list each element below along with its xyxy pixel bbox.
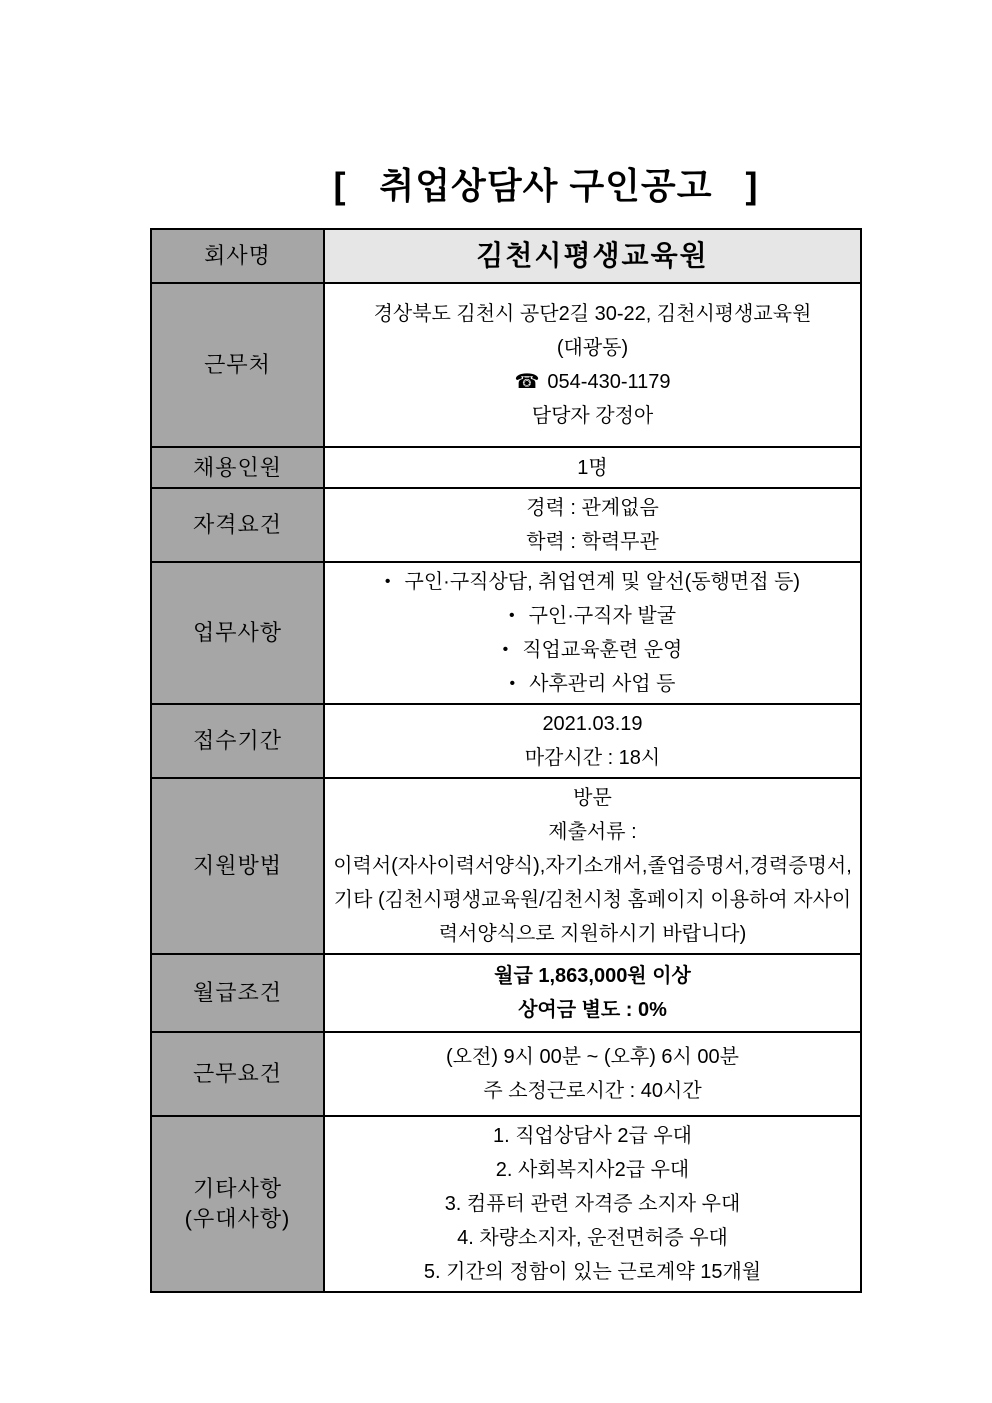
duties-value-cell xyxy=(324,562,861,704)
qualifications-row xyxy=(151,488,861,562)
duty-item-text: 직업교육훈련 운영 xyxy=(522,639,683,661)
etc-label-line2: (우대사항) xyxy=(184,1206,291,1231)
etc-preferences-value-cell xyxy=(324,1116,861,1292)
headcount-row xyxy=(151,447,861,488)
working-hours: (오전) 9시 00분 ~ (오후) 6시 00분 xyxy=(446,1046,739,1068)
duties-label-cell: 업무사항 xyxy=(151,562,324,704)
telephone-icon: ☎ xyxy=(514,371,540,393)
etc-preferences-label-cell xyxy=(151,1116,324,1292)
preference-item: 4. 차량소지자, 운전면허증 우대 xyxy=(457,1227,728,1249)
preference-item: 5. 기간의 정함이 있는 근로계약 15개월 xyxy=(423,1261,762,1283)
qualification-education: 학력 : 학력무관 xyxy=(526,531,659,553)
company-name-value: 김천시평생교육원 xyxy=(324,229,861,283)
preference-item: 2. 사회복지사2급 우대 xyxy=(495,1159,690,1181)
workplace-address-line2: (대광동) xyxy=(556,337,629,359)
weekly-working-hours: 주 소정근로시간 : 40시간 xyxy=(483,1080,702,1102)
duty-item xyxy=(331,667,854,701)
workplace-row xyxy=(151,283,861,447)
workplace-phone-line xyxy=(331,365,854,399)
application-period-value-cell xyxy=(324,704,861,778)
salary-label-cell: 월급조건 xyxy=(151,954,324,1032)
company-label-cell: 회사명 xyxy=(151,229,324,283)
preference-item: 3. 컴퓨터 관련 자격증 소지자 우대 xyxy=(444,1193,741,1215)
job-posting-table xyxy=(150,228,862,1293)
apply-docs-heading: 제출서류 : xyxy=(548,821,637,843)
salary-row xyxy=(151,954,861,1032)
duty-item xyxy=(331,599,854,633)
headcount-value: 1명 xyxy=(324,447,861,488)
preference-item: 1. 직업상담사 2급 우대 xyxy=(492,1125,693,1147)
apply-method: 방문 xyxy=(573,787,612,809)
duty-item-text: 구인·구직자 발굴 xyxy=(528,605,677,627)
salary-bonus: 상여금 별도 : 0% xyxy=(518,999,667,1021)
bullet-icon: • xyxy=(509,675,516,692)
salary-value-cell xyxy=(324,954,861,1032)
application-date: 2021.03.19 xyxy=(542,713,643,735)
duty-item xyxy=(331,565,854,599)
bullet-icon: • xyxy=(508,607,515,624)
headcount-label-cell: 채용인원 xyxy=(151,447,324,488)
bullet-icon: • xyxy=(502,641,509,658)
company-row xyxy=(151,229,861,283)
working-conditions-row xyxy=(151,1032,861,1116)
apply-method-value-cell xyxy=(324,778,861,954)
duty-item xyxy=(331,633,854,667)
apply-method-label-cell: 지원방법 xyxy=(151,778,324,954)
document-title: [ 취업상담사 구인공고 ] xyxy=(333,165,759,206)
qualifications-value-cell xyxy=(324,488,861,562)
application-period-label-cell: 접수기간 xyxy=(151,704,324,778)
qualification-career: 경력 : 관계없음 xyxy=(526,497,659,519)
working-conditions-value-cell xyxy=(324,1032,861,1116)
workplace-label-cell: 근무처 xyxy=(151,283,324,447)
duty-item-text: 구인·구직상담, 취업연계 및 알선(동행면접 등) xyxy=(404,571,801,593)
duties-row xyxy=(151,562,861,704)
duty-item-text: 사후관리 사업 등 xyxy=(529,673,676,695)
workplace-contact-person: 담당자 강정아 xyxy=(531,405,654,427)
phone-number: 054-430-1179 xyxy=(547,371,671,393)
working-conditions-label-cell: 근무요건 xyxy=(151,1032,324,1116)
etc-label-line1: 기타사항 xyxy=(192,1176,282,1201)
apply-docs-text: 이력서(자사이력서양식),자기소개서,졸업증명서,경력증명서,기타 (김천시평생교육원/김천시청 홈페이지 이용하여 자사이력서양식으로 지원하시기 바랍니다) xyxy=(333,855,852,945)
qualifications-label-cell: 자격요건 xyxy=(151,488,324,562)
application-period-row xyxy=(151,704,861,778)
workplace-address-line1: 경상북도 김천시 공단2길 30-22, 김천시평생교육원 xyxy=(373,303,812,325)
bullet-icon: • xyxy=(384,573,391,590)
etc-preferences-row xyxy=(151,1116,861,1292)
salary-amount: 월급 1,863,000원 이상 xyxy=(494,965,691,987)
apply-method-row xyxy=(151,778,861,954)
workplace-value-cell xyxy=(324,283,861,447)
application-deadline: 마감시간 : 18시 xyxy=(524,747,661,769)
